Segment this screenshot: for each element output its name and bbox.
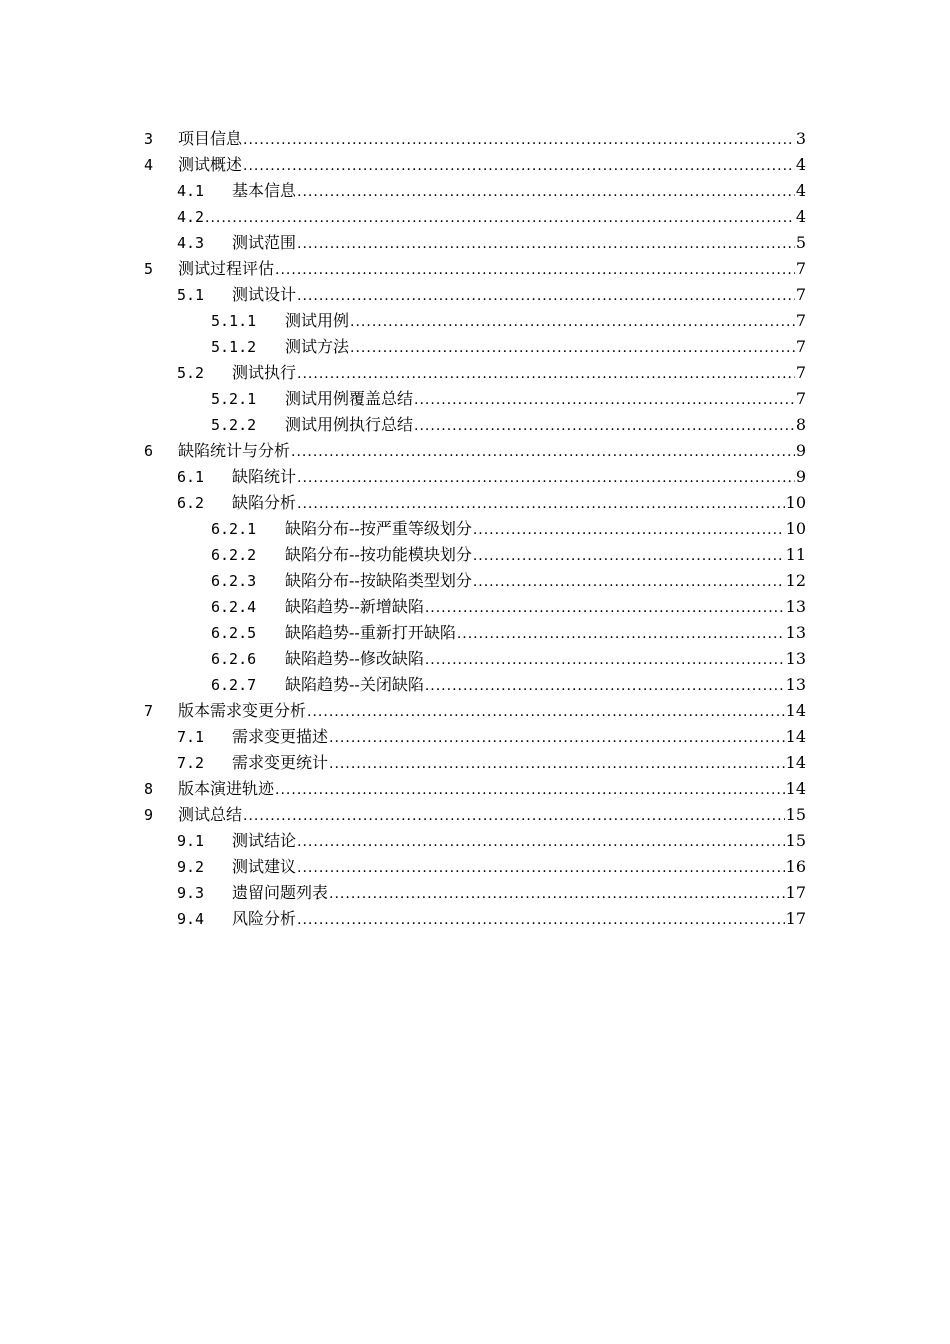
- toc-leader: [473, 517, 785, 543]
- toc-number: 4.3: [177, 234, 205, 252]
- toc-leader: [307, 699, 785, 725]
- toc-entry[interactable]: [0, 230, 950, 256]
- toc-page: 11: [785, 545, 806, 564]
- toc-entry[interactable]: [0, 594, 950, 620]
- toc-title: 测试设计: [232, 282, 297, 308]
- table-of-contents: [0, 126, 950, 932]
- toc-page: 7: [795, 363, 806, 382]
- toc-number: 5.1: [177, 286, 205, 304]
- toc-entry[interactable]: [0, 906, 950, 932]
- toc-title: 需求变更统计: [232, 750, 329, 776]
- toc-entry[interactable]: [0, 490, 950, 516]
- toc-page: 7: [795, 259, 806, 278]
- toc-page: 15: [785, 805, 806, 824]
- toc-page: 7: [795, 337, 806, 356]
- toc-entry[interactable]: [0, 334, 950, 360]
- toc-entry[interactable]: [0, 802, 950, 828]
- toc-title: 缺陷分布--按功能模块划分: [285, 542, 473, 568]
- toc-page: 7: [795, 285, 806, 304]
- toc-leader: [329, 881, 785, 907]
- toc-title: 测试用例覆盖总结: [285, 386, 414, 412]
- toc-title: 测试用例执行总结: [285, 412, 414, 438]
- toc-entry[interactable]: [0, 516, 950, 542]
- toc-title: 测试执行: [232, 360, 297, 386]
- toc-entry[interactable]: [0, 204, 950, 230]
- toc-leader: [297, 907, 785, 933]
- toc-leader: [297, 855, 785, 881]
- toc-page: 3: [795, 129, 806, 148]
- toc-title: 项目信息: [178, 126, 243, 152]
- toc-number: 6.2.3: [211, 572, 257, 590]
- toc-leader: [275, 777, 785, 803]
- toc-title: 版本需求变更分析: [178, 698, 307, 724]
- toc-page: 13: [785, 623, 806, 642]
- toc-entry[interactable]: [0, 412, 950, 438]
- toc-number: 9.1: [177, 832, 205, 850]
- toc-title: 缺陷分布--按严重等级划分: [285, 516, 473, 542]
- toc-page: 10: [785, 493, 806, 512]
- toc-entry[interactable]: [0, 620, 950, 646]
- toc-page: 17: [785, 883, 806, 902]
- toc-number: 8: [144, 780, 154, 798]
- toc-title: 缺陷趋势--关闭缺陷: [285, 672, 425, 698]
- toc-entry[interactable]: [0, 178, 950, 204]
- toc-leader: [473, 543, 785, 569]
- toc-leader: [297, 283, 795, 309]
- toc-entry[interactable]: [0, 828, 950, 854]
- toc-page: 13: [785, 649, 806, 668]
- toc-number: 7.2: [177, 754, 205, 772]
- toc-title: 缺陷趋势--重新打开缺陷: [285, 620, 457, 646]
- toc-number: 6.2.7: [211, 676, 257, 694]
- toc-page: 14: [785, 779, 806, 798]
- toc-number: 6.2.2: [211, 546, 257, 564]
- toc-title: 测试建议: [232, 854, 297, 880]
- toc-page: 9: [795, 441, 806, 460]
- toc-entry[interactable]: [0, 880, 950, 906]
- toc-page: 4: [795, 155, 806, 174]
- toc-leader: [297, 829, 785, 855]
- toc-number: 6.2: [177, 494, 205, 512]
- toc-entry[interactable]: [0, 698, 950, 724]
- toc-number: 9: [144, 806, 154, 824]
- toc-page: 7: [795, 311, 806, 330]
- toc-title: 测试总结: [178, 802, 243, 828]
- toc-leader: [297, 231, 795, 257]
- toc-title: 风险分析: [232, 906, 297, 932]
- toc-number: 6.1: [177, 468, 205, 486]
- toc-leader: [297, 491, 785, 517]
- toc-page: 17: [785, 909, 806, 928]
- toc-number: 7.1: [177, 728, 205, 746]
- toc-entry[interactable]: [0, 386, 950, 412]
- toc-entry[interactable]: [0, 646, 950, 672]
- toc-leader: [329, 751, 785, 777]
- toc-title: 测试用例: [285, 308, 350, 334]
- toc-number: 6.2.6: [211, 650, 257, 668]
- toc-number: 5: [144, 260, 154, 278]
- toc-page: 15: [785, 831, 806, 850]
- toc-title: 基本信息: [232, 178, 297, 204]
- toc-leader: [275, 257, 795, 283]
- toc-number: 9.2: [177, 858, 205, 876]
- toc-page: 13: [785, 675, 806, 694]
- toc-leader: [350, 309, 795, 335]
- toc-leader: [473, 569, 785, 595]
- toc-leader: [425, 673, 785, 699]
- toc-leader: [414, 387, 795, 413]
- toc-number: 6.2.5: [211, 624, 257, 642]
- toc-entry[interactable]: [0, 464, 950, 490]
- toc-entry[interactable]: [0, 568, 950, 594]
- toc-number: 4.2: [177, 208, 205, 226]
- toc-title: 缺陷分布--按缺陷类型划分: [285, 568, 473, 594]
- toc-page: 4: [795, 181, 806, 200]
- toc-page: 10: [785, 519, 806, 538]
- toc-leader: [414, 413, 795, 439]
- toc-number: 5.1.2: [211, 338, 257, 356]
- toc-title: 测试过程评估: [178, 256, 275, 282]
- toc-page: 16: [785, 857, 806, 876]
- toc-title: 测试概述: [178, 152, 243, 178]
- toc-number: 6.2.4: [211, 598, 257, 616]
- toc-entry[interactable]: [0, 438, 950, 464]
- toc-title: 缺陷分析: [232, 490, 297, 516]
- toc-title: 缺陷趋势--新增缺陷: [285, 594, 425, 620]
- toc-entry[interactable]: [0, 256, 950, 282]
- toc-entry[interactable]: [0, 126, 950, 152]
- toc-entry[interactable]: [0, 854, 950, 880]
- toc-entry[interactable]: [0, 282, 950, 308]
- toc-title: 测试范围: [232, 230, 297, 256]
- toc-leader: [425, 595, 785, 621]
- toc-page: 14: [785, 701, 806, 720]
- toc-page: 12: [785, 571, 806, 590]
- toc-entry[interactable]: [0, 776, 950, 802]
- toc-leader: [350, 335, 795, 361]
- toc-leader: [457, 621, 785, 647]
- toc-entry[interactable]: [0, 360, 950, 386]
- toc-number: 4.1: [177, 182, 205, 200]
- toc-number: 6.2.1: [211, 520, 257, 538]
- toc-number: 5.1.1: [211, 312, 257, 330]
- toc-page: 14: [785, 727, 806, 746]
- toc-entry[interactable]: [0, 672, 950, 698]
- toc-page: 4: [795, 207, 806, 226]
- toc-title: 版本演进轨迹: [178, 776, 275, 802]
- toc-leader: [205, 205, 795, 231]
- toc-entry[interactable]: [0, 308, 950, 334]
- toc-page: 7: [795, 389, 806, 408]
- toc-number: 5.2: [177, 364, 205, 382]
- toc-number: 9.3: [177, 884, 205, 902]
- toc-page: 8: [795, 415, 806, 434]
- toc-title: 缺陷趋势--修改缺陷: [285, 646, 425, 672]
- toc-leader: [297, 361, 795, 387]
- toc-leader: [243, 803, 785, 829]
- toc-page: 13: [785, 597, 806, 616]
- toc-number: 4: [144, 156, 154, 174]
- toc-number: 5.2.1: [211, 390, 257, 408]
- toc-leader: [291, 439, 795, 465]
- toc-title: 缺陷统计: [232, 464, 297, 490]
- toc-entry[interactable]: [0, 724, 950, 750]
- toc-leader: [243, 153, 795, 179]
- toc-number: 7: [144, 702, 154, 720]
- toc-leader: [329, 725, 785, 751]
- toc-number: 5.2.2: [211, 416, 257, 434]
- toc-number: 6: [144, 442, 154, 460]
- toc-title: 测试结论: [232, 828, 297, 854]
- toc-page: 14: [785, 753, 806, 772]
- toc-title: 需求变更描述: [232, 724, 329, 750]
- toc-entry[interactable]: [0, 152, 950, 178]
- toc-entry[interactable]: [0, 542, 950, 568]
- toc-title: 遗留问题列表: [232, 880, 329, 906]
- toc-title: 测试方法: [285, 334, 350, 360]
- toc-leader: [297, 465, 795, 491]
- toc-page: 9: [795, 467, 806, 486]
- toc-number: 9.4: [177, 910, 205, 928]
- toc-page: 5: [795, 233, 806, 252]
- toc-entry[interactable]: [0, 750, 950, 776]
- toc-leader: [425, 647, 785, 673]
- toc-title: 缺陷统计与分析: [178, 438, 291, 464]
- toc-leader: [297, 179, 795, 205]
- toc-number: 3: [144, 130, 154, 148]
- toc-leader: [243, 127, 795, 153]
